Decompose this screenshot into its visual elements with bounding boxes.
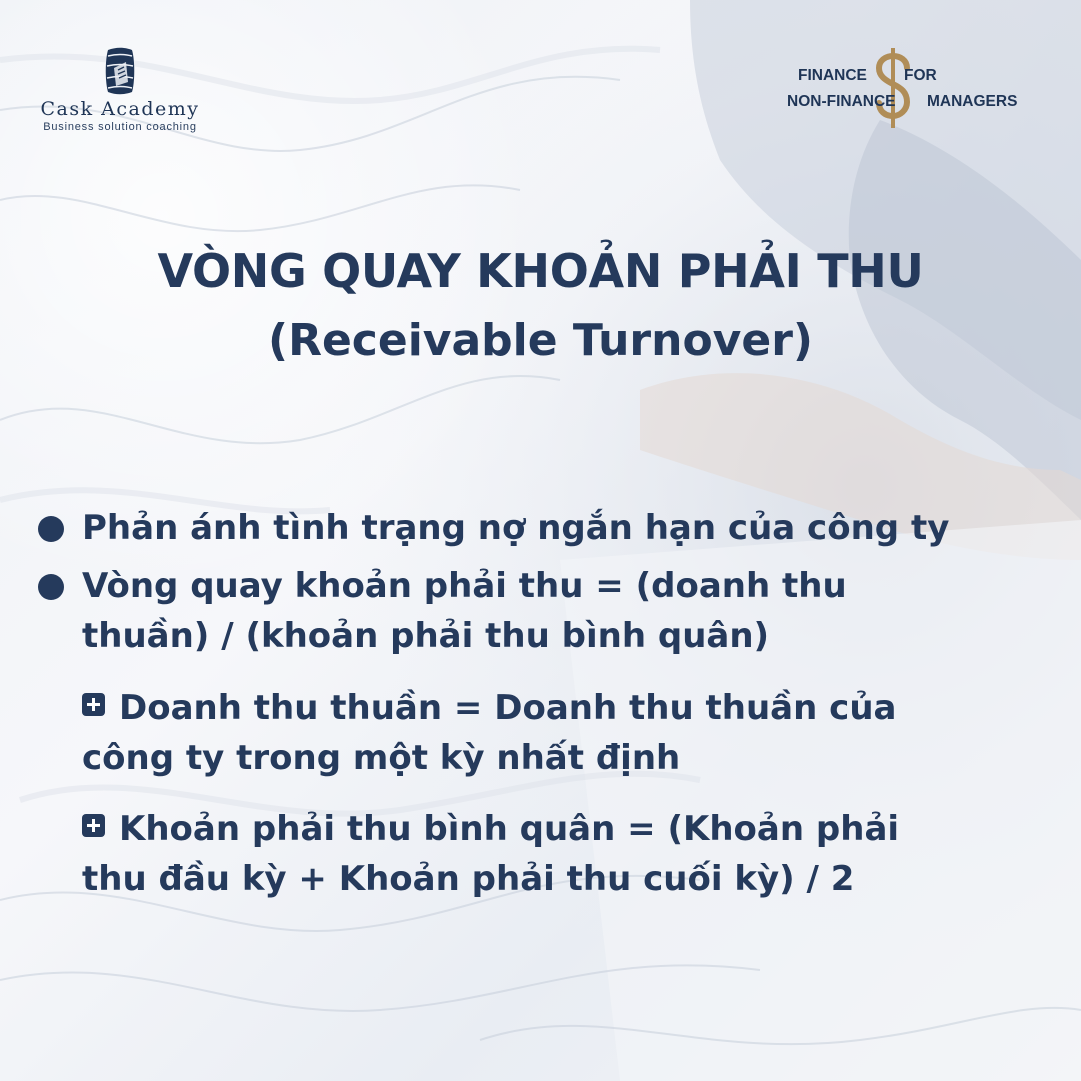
brand-name: Cask Academy	[40, 98, 200, 120]
bullet-text-line: Phản ánh tình trạng nợ ngắn hạn của công ty	[82, 508, 950, 548]
sub-item-text-line: công ty trong một kỳ nhất định	[82, 738, 681, 778]
bullet-text-line: Vòng quay khoản phải thu = (doanh thu	[82, 566, 847, 606]
bullet-dot-icon	[38, 516, 64, 542]
barrel-book-icon	[96, 46, 144, 96]
bullet-text-line: thuần) / (khoản phải thu bình quân)	[82, 616, 770, 656]
brand-tagline: Business solution coaching	[43, 121, 197, 133]
logo-word-finance: FINANCE	[798, 67, 867, 84]
title-line-1: VÒNG QUAY KHOẢN PHẢI THU	[157, 244, 924, 298]
finance-for-non-finance-managers-logo	[780, 50, 1040, 130]
plus-box-icon	[82, 814, 105, 837]
sub-item	[82, 804, 1042, 904]
sub-item-text-line: Khoản phải thu bình quân = (Khoản phải	[119, 809, 900, 849]
plus-box-icon	[82, 693, 105, 716]
bullet-item	[82, 561, 1042, 661]
sub-item-first-line	[82, 683, 1042, 733]
title-line-2: (Receivable Turnover)	[267, 315, 814, 366]
bullet-item	[82, 503, 1042, 553]
logo-word-non-finance: NON-FINANCE	[787, 93, 896, 110]
logo-word-managers: MANAGERS	[927, 93, 1018, 110]
sub-item-text-line: Doanh thu thuần = Doanh thu thuần của	[119, 688, 897, 728]
cask-academy-logo	[30, 46, 210, 134]
sub-item-first-line	[82, 804, 1042, 854]
sub-item-text-line: thu đầu kỳ + Khoản phải thu cuối kỳ) / 2	[82, 859, 855, 899]
slide-title	[40, 240, 1041, 372]
dollar-sign-icon	[873, 46, 913, 130]
logo-word-for: FOR	[904, 67, 937, 84]
sub-item	[82, 683, 1042, 783]
bullet-dot-icon	[38, 574, 64, 600]
